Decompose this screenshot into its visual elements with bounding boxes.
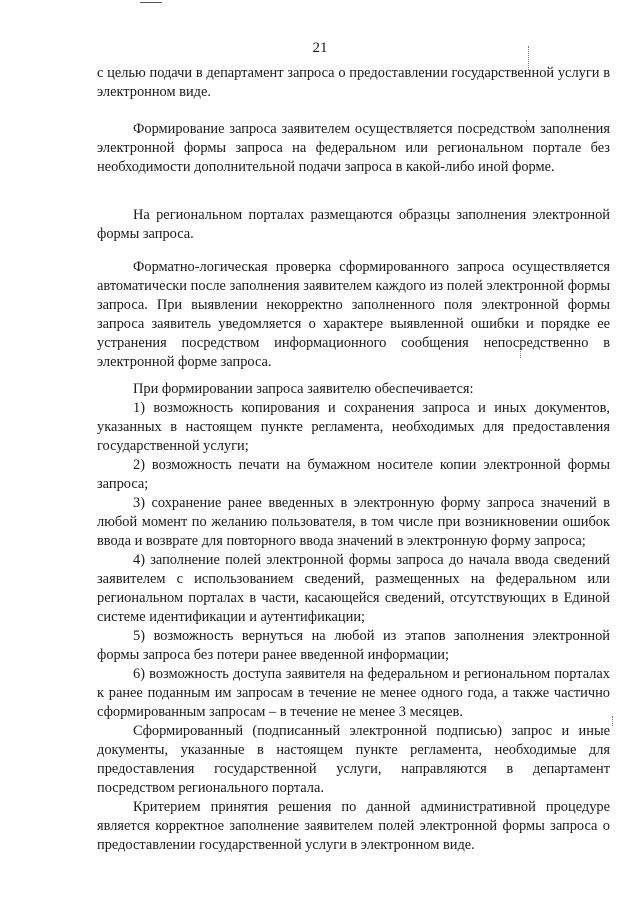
list-item: 4) заполнение полей электронной формы запроса до начала ввода сведений заявителем с использованием сведений, размещенных на федеральном или региональном порталах в части, касающейся сведений, отсутствующих в Единой системе идентификации и аутентификации; [97, 552, 610, 625]
list-block [97, 380, 610, 722]
list-item: 1) возможность копирования и сохранения запроса и иных документов, указанных в настоящем пункте регламента, необходимых для предоставления государственной услуги; [97, 400, 610, 454]
paragraph: с целью подачи в департамент запроса о предоставлении государственной услуги в электронном виде. [97, 65, 610, 100]
list-item: 6) возможность доступа заявителя на федеральном и региональном порталах к ранее поданным им запросам в течение не менее одного года, а также частично сформированным запросам – в течение не менее 3 месяцев. [97, 666, 610, 720]
page-number: 21 [312, 40, 328, 56]
paragraph-block [97, 206, 610, 244]
list-item: 5) возможность вернуться на любой из этапов заполнения электронной формы запроса без потери ранее введенной информации; [97, 628, 610, 663]
scan-artifact-right [612, 716, 613, 726]
list-intro: При формировании запроса заявителю обеспечивается: [133, 381, 474, 397]
paragraph: Критерием принятия решения по данной административной процедуре является корректное заполнение заявителем полей электронной формы запроса о предоставлении государственной услуги в электронном виде. [97, 799, 610, 853]
paragraph-block [97, 722, 610, 855]
paragraph-continuation [97, 64, 610, 102]
paragraph-block [97, 258, 610, 372]
paragraph: На региональном порталах размещаются образцы заполнения электронной формы запроса. [97, 207, 610, 242]
paragraph: Формирование запроса заявителем осуществляется посредством заполнения электронной формы запроса на федеральном или региональном портале без необходимости дополнительной подачи запроса в какой-либо иной форме. [97, 121, 610, 175]
list-item: 3) сохранение ранее введенных в электронную форму запроса значений в любой момент по желанию пользователя, в том числе при возникновении ошибок ввода и возврате для повторного ввода значений в электронную форму запроса; [97, 495, 610, 549]
list-item: 2) возможность печати на бумажном носителе копии электронной формы запроса; [97, 457, 610, 492]
paragraph: Форматно-логическая проверка сформированного запроса осуществляется автоматически после заполнения заявителем каждого из полей электронной формы запроса. При выявлении некорректно заполненного поля электронной формы запроса заявитель уведомляется о характере выявленной ошибки и порядке ее устранения посредством информационного сообщения непосредственно в электронной форме запроса. [97, 259, 610, 370]
scan-artifact-top [140, 2, 162, 3]
paragraph: Сформированный (подписанный электронной подписью) запрос и иные документы, указанные в настоящем пункте регламента, необходимые для предоставления государственной услуги, направляются в департамент посредством регионального портала. [97, 723, 610, 796]
paragraph-block [97, 120, 610, 177]
